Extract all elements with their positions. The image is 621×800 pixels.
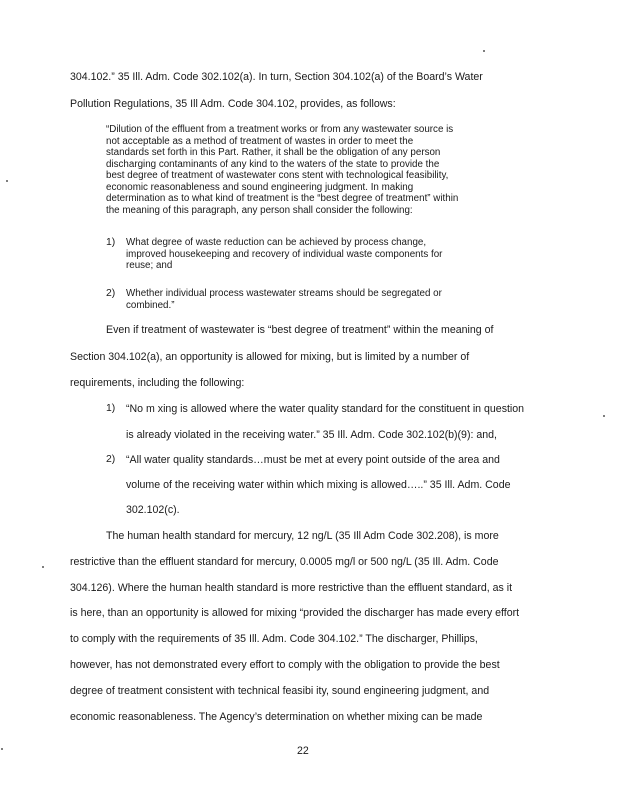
scan-speck [42, 566, 44, 568]
quote-item-line: Whether individual process wastewater streams should be segregated or [126, 288, 442, 299]
body-text-line: however, has not demonstrated every effort to comply with the obligation to provide the best [70, 659, 500, 671]
quote-line: discharging contaminants of any kind to the waters of the state to provide the [106, 158, 440, 170]
body-text-line: is here, than an opportunity is allowed for mixing “provided the discharger has made every effort [70, 607, 520, 619]
scan-speck [6, 180, 8, 182]
quote-item-number: 2) [106, 288, 116, 299]
quote-line: “Dilution of the effluent from a treatment works or from any wastewater source is [106, 124, 454, 135]
quote-line: determination as to what kind of treatment is the “best degree of treatment” within [106, 193, 459, 204]
quote-line: not acceptable as a method of treatment of wastes in order to meet the [106, 135, 414, 147]
body-text-line: 304.126). Where the human health standard is more restrictive than the effluent standard, as it [70, 582, 513, 594]
quote-item-line: combined.” [126, 299, 175, 311]
body-text-line: Even if treatment of wastewater is “best degree of treatment” within the meaning of [106, 324, 494, 336]
quote-item-line: improved housekeeping and recovery of individual waste components for [126, 248, 443, 260]
quote-item-number: 1) [106, 237, 116, 248]
body-text-line: degree of treatment consistent with technical feasibi ity, sound engineering judgment, and [70, 685, 490, 697]
body-text-line: Pollution Regulations, 35 Ill Adm. Code 304.102, provides, as follows: [70, 98, 396, 110]
requirement-number: 2) [106, 454, 116, 465]
requirement-line: is already violated in the receiving water.” 35 Ill. Adm. Code 302.102(b)(9): and, [126, 429, 497, 441]
body-text-line: requirements, including the following: [70, 377, 245, 389]
requirement-line: “All water quality standards…must be met at every point outside of the area and [126, 454, 500, 466]
scan-speck [483, 50, 485, 52]
body-text-line: to comply with the requirements of 35 Ill. Adm. Code 304.102.” The discharger, Phillips, [70, 633, 478, 645]
quote-line: the meaning of this paragraph, any person shall consider the following: [106, 204, 413, 216]
quote-item-line: What degree of waste reduction can be achieved by process change, [126, 237, 427, 248]
scan-speck [1, 748, 3, 750]
quote-line: standards set forth in this Part. Rather, it shall be the obligation of any person [106, 147, 441, 158]
requirement-line: volume of the receiving water within which mixing is allowed…..” 35 Ill. Adm. Code [126, 479, 511, 491]
quote-item-line: reuse; and [126, 260, 173, 271]
quote-line: best degree of treatment of wastewater cons stent with technological feasibility, [106, 170, 449, 181]
requirement-line: 302.102(c). [126, 504, 180, 516]
scan-speck [603, 415, 605, 417]
requirement-number: 1) [106, 403, 116, 414]
requirement-line: “No m xing is allowed where the water quality standard for the constituent in question [126, 403, 525, 415]
body-text-line: Section 304.102(a), an opportunity is allowed for mixing, but is limited by a number of [70, 351, 470, 363]
body-text-line: The human health standard for mercury, 12 ng/L (35 Ill Adm Code 302.208), is more [106, 530, 499, 542]
body-text-line: restrictive than the effluent standard for mercury, 0.0005 mg/l or 500 ng/L (35 Ill. Adm. Code [70, 556, 499, 568]
body-text-line: 304.102.” 35 Ill. Adm. Code 302.102(a). In turn, Section 304.102(a) of the Board’s Water [70, 71, 483, 83]
page-number: 22 [297, 745, 309, 757]
body-text-line: economic reasonableness. The Agency’s determination on whether mixing can be made [70, 711, 483, 723]
quote-line: economic reasonableness and sound engineering judgment. In making [106, 181, 414, 193]
